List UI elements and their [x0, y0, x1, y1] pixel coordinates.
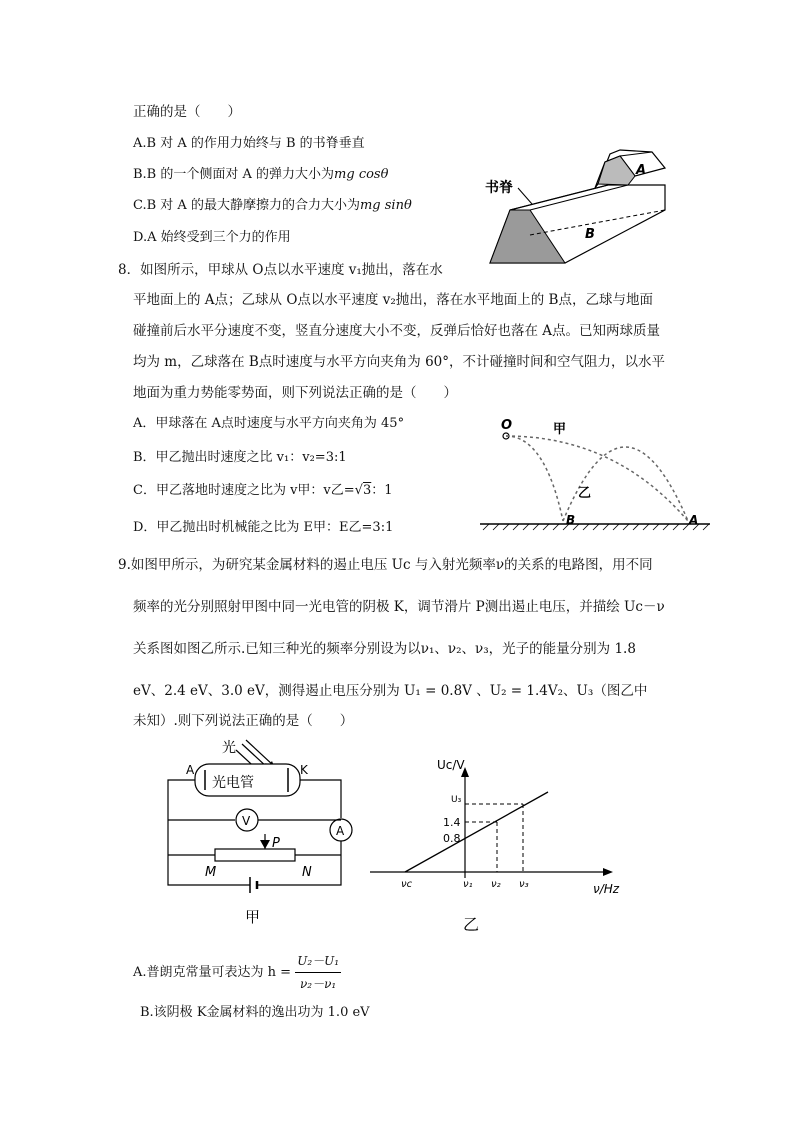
q8-line-5: 地面为重力势能零势面，则下列说法正确的是（ ） — [133, 385, 457, 401]
q8-line-4: 均为 m，乙球落在 B点时速度与水平方向夹角为 60°，不计碰撞时间和空气阻力，以水平 — [133, 354, 666, 370]
q9-line-2: 频率的光分别照射甲图中同一光电管的阴极 K，调节滑片 P测出遏止电压，并描绘 Uc－ν — [133, 599, 665, 615]
q9-option-a: A.普朗克常量可表达为 h = $\frac{\text{U₂－U₁}}{\text{ν₂－ν₁}}$ — [133, 950, 341, 995]
y-axis-label: Uc/V — [437, 758, 465, 772]
tick-nu-3: ν₃ — [519, 879, 529, 890]
circuit-caption: 甲 — [245, 908, 261, 926]
q9-line-1: 9.如图甲所示，为研究某金属材料的遏止电压 Uc 与入射光频率ν的关系的电路图，用不同 — [118, 557, 653, 573]
tick-0-8: 0.8 — [443, 832, 461, 845]
x-axis-label: ν/Hz — [593, 882, 620, 896]
q7-option-d: D.A 始终受到三个力的作用 — [133, 230, 291, 245]
q8-option-c: C．甲乙落地时速度之比为 v甲：v乙=√3：1 — [133, 483, 393, 498]
ball-jia-label: 甲 — [553, 422, 567, 437]
q9-option-b: B.该阴极 K金属材料的逸出功为 1.0 eV — [140, 1005, 370, 1020]
q8-option-d: D．甲乙抛出时机械能之比为 E甲：E乙=3:1 — [133, 520, 394, 535]
q8-line-3: 碰撞前后水平分速度不变，竖直分速度大小不变，反弹后恰好也落在 A点。已知两球质量 — [133, 323, 661, 339]
q7-option-b: B.B 的一个侧面对 A 的弹力大小为mg cosθ — [133, 167, 389, 182]
q7-option-c: C.B 对 A 的最大静摩擦力的合力大小为mg sinθ — [133, 198, 412, 213]
q8-option-b: B．甲乙抛出时速度之比 v₁：v₂=3:1 — [133, 450, 347, 465]
q9-line-3: 关系图如图乙所示.已知三种光的频率分别设为以ν₁、ν₂、ν₃，光子的能量分别为 1.8 — [133, 641, 636, 657]
phototube-label: 光电管 — [212, 775, 254, 791]
q7-stem-tail: 正确的是（ ） — [133, 104, 241, 120]
q7-book-figure — [470, 140, 710, 265]
voltmeter-label: V — [242, 814, 251, 828]
block-b-label: B — [585, 227, 595, 242]
uc-nu-line — [405, 792, 548, 872]
ammeter-label: A — [336, 824, 345, 838]
tick-nu-c: νc — [401, 879, 413, 890]
q9-line-4: eV、2.4 eV、3.0 eV，测得遏止电压分别为 U₁ = 0.8V 、U₂ = 1.4V₂、U₃（图乙中 — [133, 683, 648, 699]
tick-nu-1: ν₁ — [463, 879, 473, 890]
point-o-label: O — [501, 418, 513, 433]
graph-caption: 乙 — [463, 915, 480, 934]
slider-label: P — [272, 836, 280, 851]
q7-option-a: A.B 对 A 的作用力始终与 B 的书脊垂直 — [133, 136, 365, 151]
point-a-label: A — [689, 513, 699, 527]
tick-nu-2: ν₂ — [491, 879, 501, 890]
light-label: 光 — [222, 740, 236, 756]
q9-uc-nu-graph — [365, 745, 625, 940]
tick-1-4: 1.4 — [443, 816, 461, 829]
point-b-label: B — [566, 513, 576, 527]
q8-line-2: 平地面上的 A点；乙球从 O点以水平速度 v₂抛出，落在水平地面上的 B点，乙球与地面 — [133, 292, 653, 308]
tick-u3: U₃ — [451, 795, 462, 805]
cathode-label: K — [300, 763, 308, 777]
ball-yi-label: 乙 — [578, 486, 592, 501]
q8-trajectory-figure — [475, 415, 715, 535]
spine-label: 书脊 — [485, 180, 513, 196]
anode-label: A — [186, 763, 195, 777]
q8-option-a: A．甲球落在 A点时速度与水平方向夹角为 45° — [133, 416, 405, 431]
terminal-m-label: M — [205, 865, 217, 880]
terminal-n-label: N — [302, 865, 312, 880]
block-a-label: A — [636, 163, 647, 178]
q9-circuit-figure — [150, 730, 365, 935]
q8-line-1: 8．如图所示，甲球从 O点以水平速度 v₁抛出，落在水 — [118, 262, 443, 278]
q9-line-5: 未知）.则下列说法正确的是（ ） — [133, 713, 354, 729]
